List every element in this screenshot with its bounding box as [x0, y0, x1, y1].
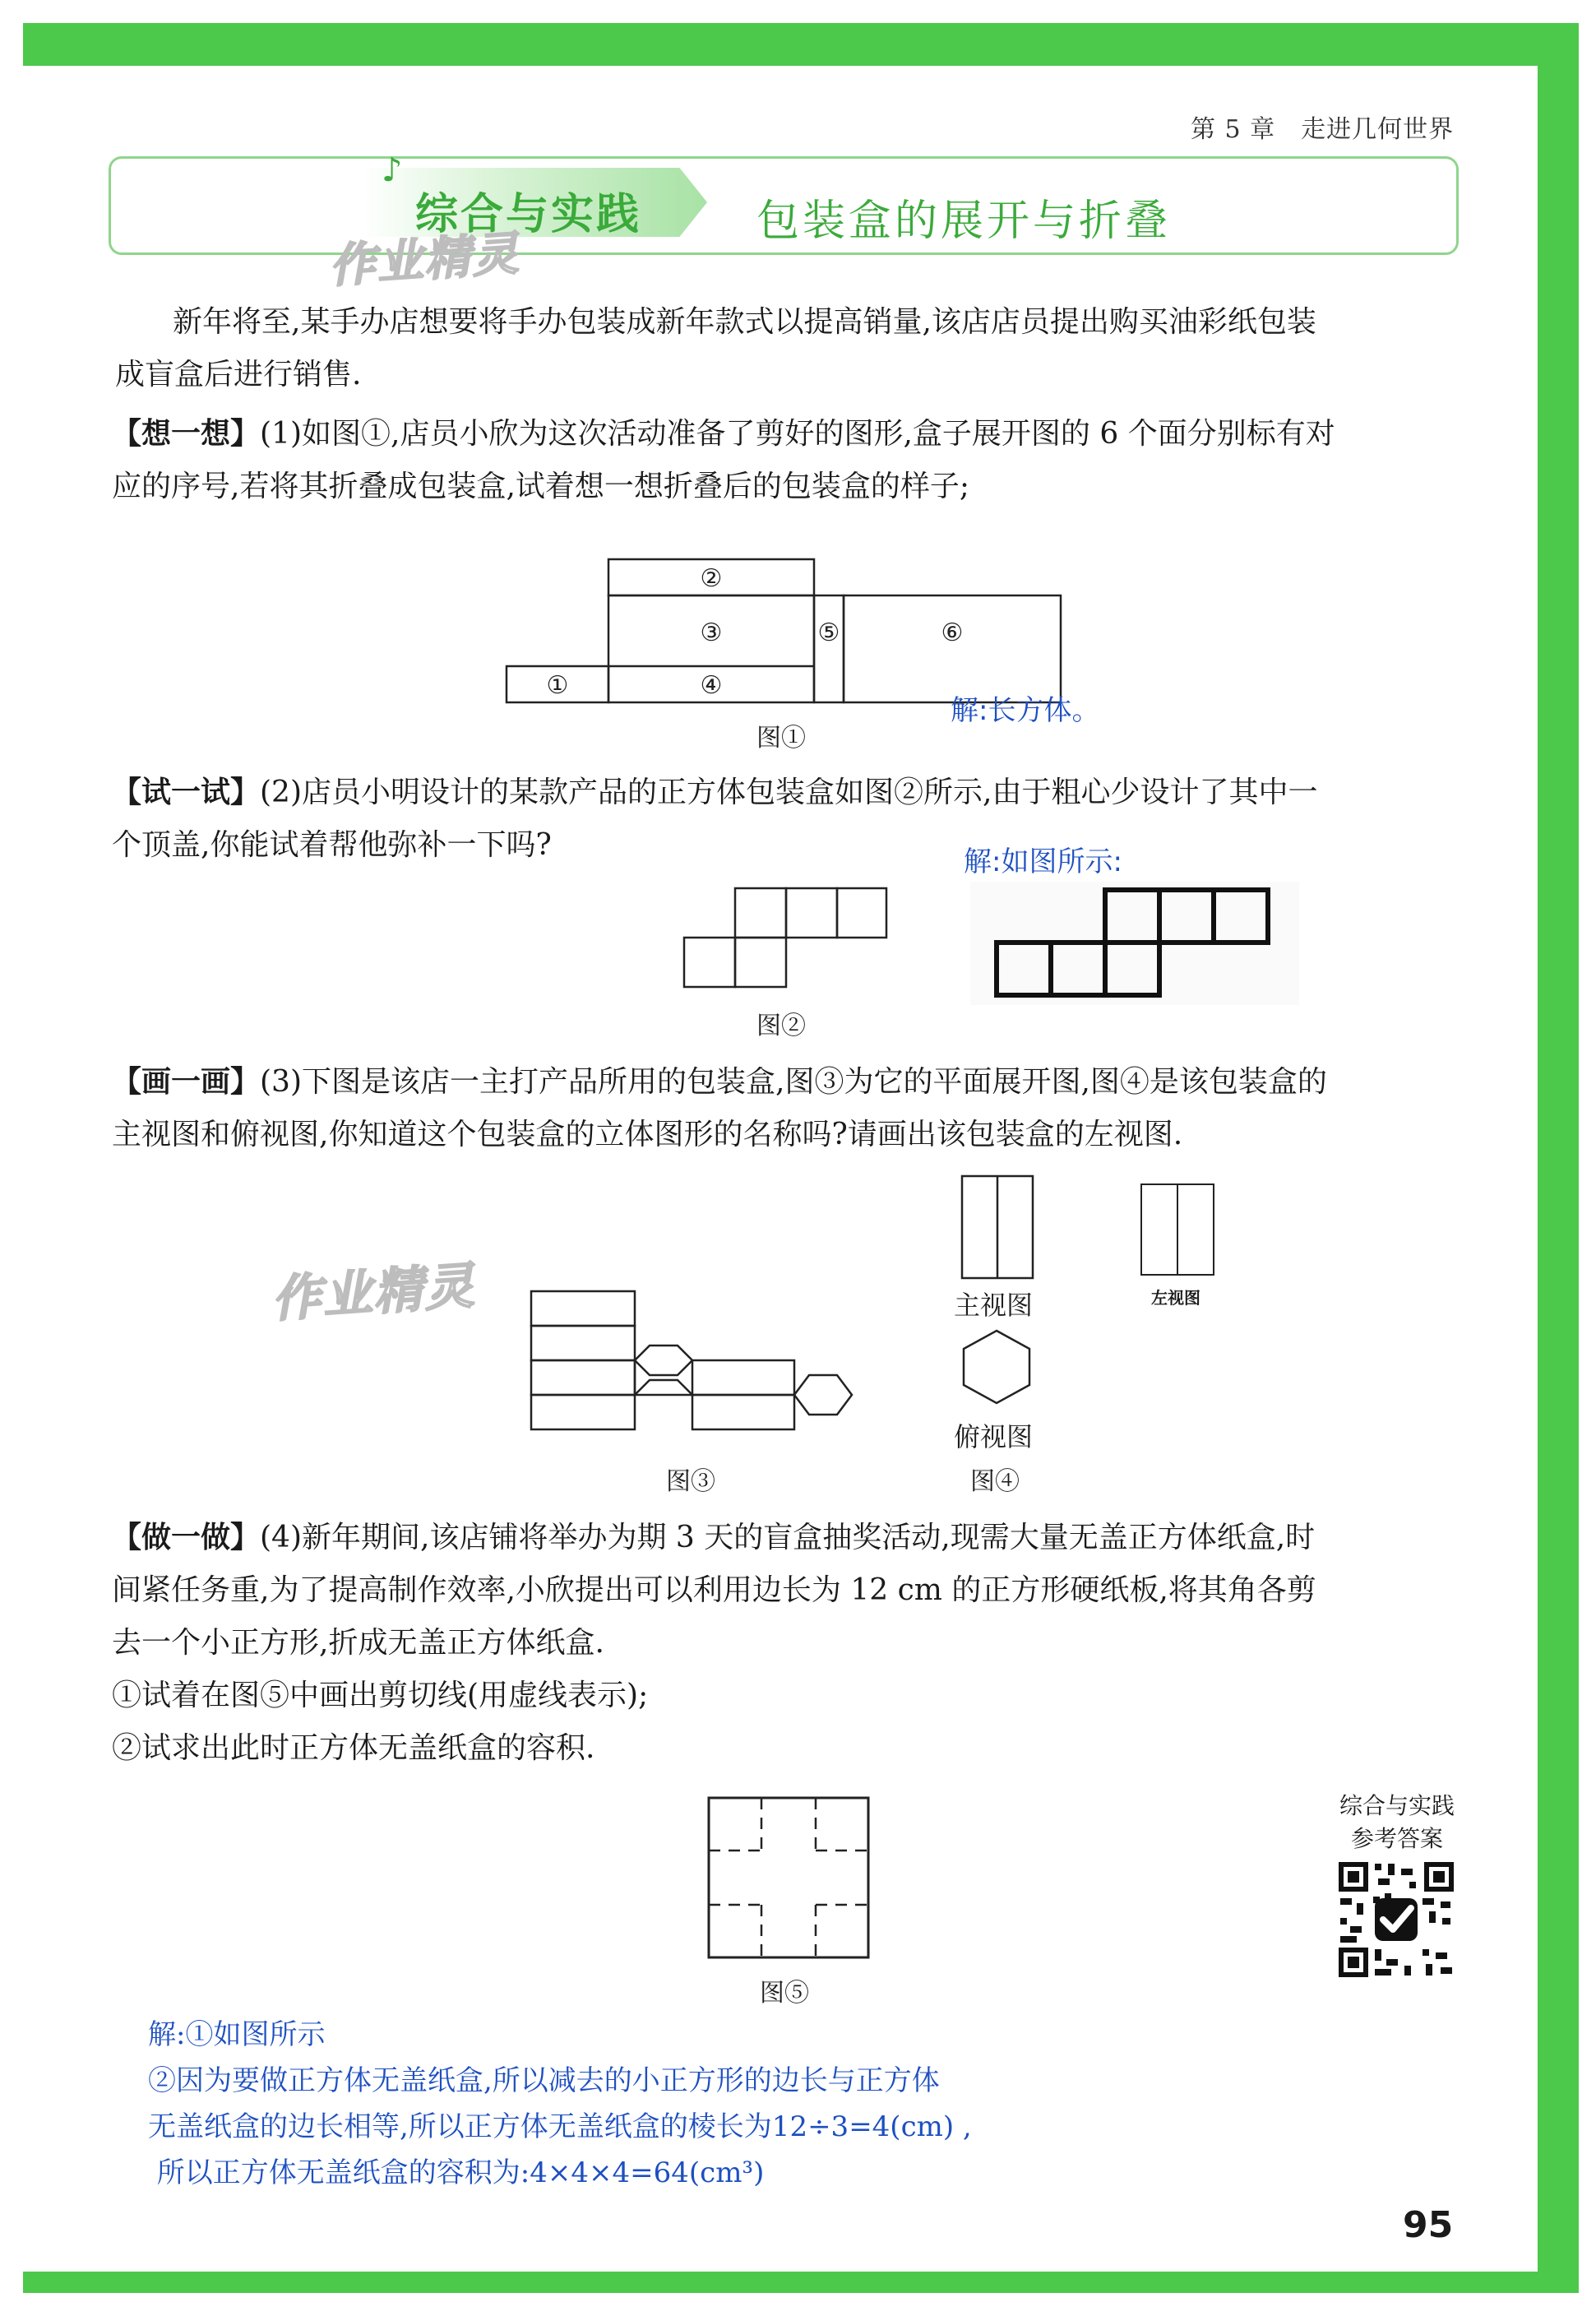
question-1-line-1: (1)如图①,店员小欣为这次活动准备了剪好的图形,盒子展开图的 6 个面分别标有对 — [260, 417, 1335, 451]
qr-label — [1319, 1790, 1475, 1855]
answer-2: 解:如图所示: — [964, 845, 1122, 878]
question-2-line-2: 个顶盖,你能试着帮他弥补一下吗? — [112, 828, 552, 862]
qr-label-line-1: 综合与实践 — [1339, 1792, 1455, 1819]
answer-4-line-3: 无盖纸盒的边长相等,所以正方体无盖纸盒的棱长为12÷3=4(cm) , — [148, 2110, 972, 2143]
figure-2-incomplete-net — [682, 887, 888, 990]
answer-1: 解:长方体。 — [951, 694, 1100, 727]
green-frame-right — [1538, 23, 1579, 2293]
question-3-tag: 【画一画】 — [112, 1065, 261, 1099]
chapter-header: 第 5 章 走进几何世界 — [1191, 115, 1455, 144]
face-label-4: ④ — [700, 671, 723, 700]
face-label-6: ⑥ — [941, 618, 964, 647]
top-view-hexagon — [957, 1327, 1036, 1406]
figure-3-caption: 图③ — [666, 1467, 715, 1496]
question-4-sub-1: ①试着在图⑤中画出剪切线(用虚线表示); — [112, 1679, 649, 1712]
question-4-line-3: 去一个小正方形,折成无盖正方体纸盒. — [112, 1626, 604, 1660]
face-label-3: ③ — [700, 618, 723, 647]
figure-4-caption: 图④ — [970, 1467, 1020, 1496]
figure-5-cut-lines — [705, 1795, 872, 1961]
question-1 — [112, 408, 1460, 513]
face-label-2: ② — [700, 564, 723, 593]
answer-4-line-4: 所以正方体无盖纸盒的容积为:4×4×4=64(cm³) — [148, 2156, 765, 2189]
answer-4-line-2: ②因为要做正方体无盖纸盒,所以减去的小正方形的边长与正方体 — [148, 2064, 940, 2097]
question-3-line-2: 主视图和俯视图,你知道这个包装盒的立体图形的名称吗?请画出该包装盒的左视图. — [112, 1118, 1183, 1151]
question-1-line-2: 应的序号,若将其折叠成包装盒,试着想一想折叠后的包装盒的样子; — [112, 470, 970, 503]
figure-2-caption: 图② — [756, 1012, 806, 1040]
green-frame-bottom — [23, 2272, 1579, 2293]
left-view-label: 左视图 — [1151, 1288, 1200, 1308]
top-view-label: 俯视图 — [954, 1421, 1034, 1452]
question-4-line-2: 间紧任务重,为了提高制作效率,小欣提出可以利用边长为 12 cm 的正方形硬纸板,将其角各剪 — [112, 1573, 1316, 1607]
face-label-1: ① — [546, 671, 569, 700]
watermark: 作业精灵 — [327, 226, 522, 294]
question-1-tag: 【想一想】 — [112, 417, 261, 451]
music-note-icon: ♪ — [382, 151, 403, 189]
figure-3-hexagonal-prism-net — [526, 1285, 855, 1434]
question-4 — [112, 1512, 1460, 1775]
figure-1-caption: 图① — [756, 724, 806, 753]
intro-line-1: 新年将至,某手办店想要将手办包装成新年款式以提高销量,该店店员提出购买油彩纸包装 — [173, 305, 1316, 339]
question-2-tag: 【试一试】 — [112, 776, 261, 809]
question-4-line-1: (4)新年期间,该店铺将举办为期 3 天的盲盒抽奖活动,现需大量无盖正方体纸盒,时 — [260, 1521, 1316, 1554]
question-3-line-1: (3)下图是该店一主打产品所用的包装盒,图③为它的平面展开图,图④是该包装盒的 — [260, 1065, 1327, 1099]
intro-line-2: 成盲盒后进行销售. — [115, 358, 362, 391]
page-number: 95 — [1403, 2204, 1454, 2246]
green-frame-top — [23, 23, 1579, 66]
intro-paragraph — [115, 296, 1464, 401]
figure-1-net — [502, 559, 1077, 707]
section-title: 包装盒的展开与折叠 — [756, 197, 1172, 246]
qr-code-icon[interactable] — [1337, 1860, 1455, 1979]
answer-4-line-1: 解:①如图所示 — [148, 2018, 326, 2051]
question-2 — [112, 767, 1460, 872]
question-4-tag: 【做一做】 — [112, 1521, 261, 1554]
left-view-answer-drawing — [1138, 1181, 1217, 1278]
face-label-5: ⑤ — [817, 618, 840, 647]
face-5 — [814, 595, 844, 702]
question-3 — [112, 1056, 1460, 1161]
face-6 — [844, 595, 1061, 702]
section-tag: 综合与实践 — [415, 190, 642, 239]
question-2-line-1: (2)店员小明设计的某款产品的正方体包装盒如图②所示,由于粗心少设计了其中一 — [260, 776, 1318, 809]
answer-2-completed-net — [970, 882, 1299, 1005]
qr-label-line-2: 参考答案 — [1350, 1825, 1443, 1852]
front-view-drawing — [959, 1173, 1036, 1281]
watermark-2: 作业精灵 — [270, 1257, 478, 1329]
figure-5-caption: 图⑤ — [760, 1979, 809, 2008]
front-view-label: 主视图 — [954, 1290, 1034, 1321]
answer-4 — [148, 2012, 1135, 2196]
question-4-sub-2: ②试求出此时正方体无盖纸盒的容积. — [112, 1731, 595, 1765]
